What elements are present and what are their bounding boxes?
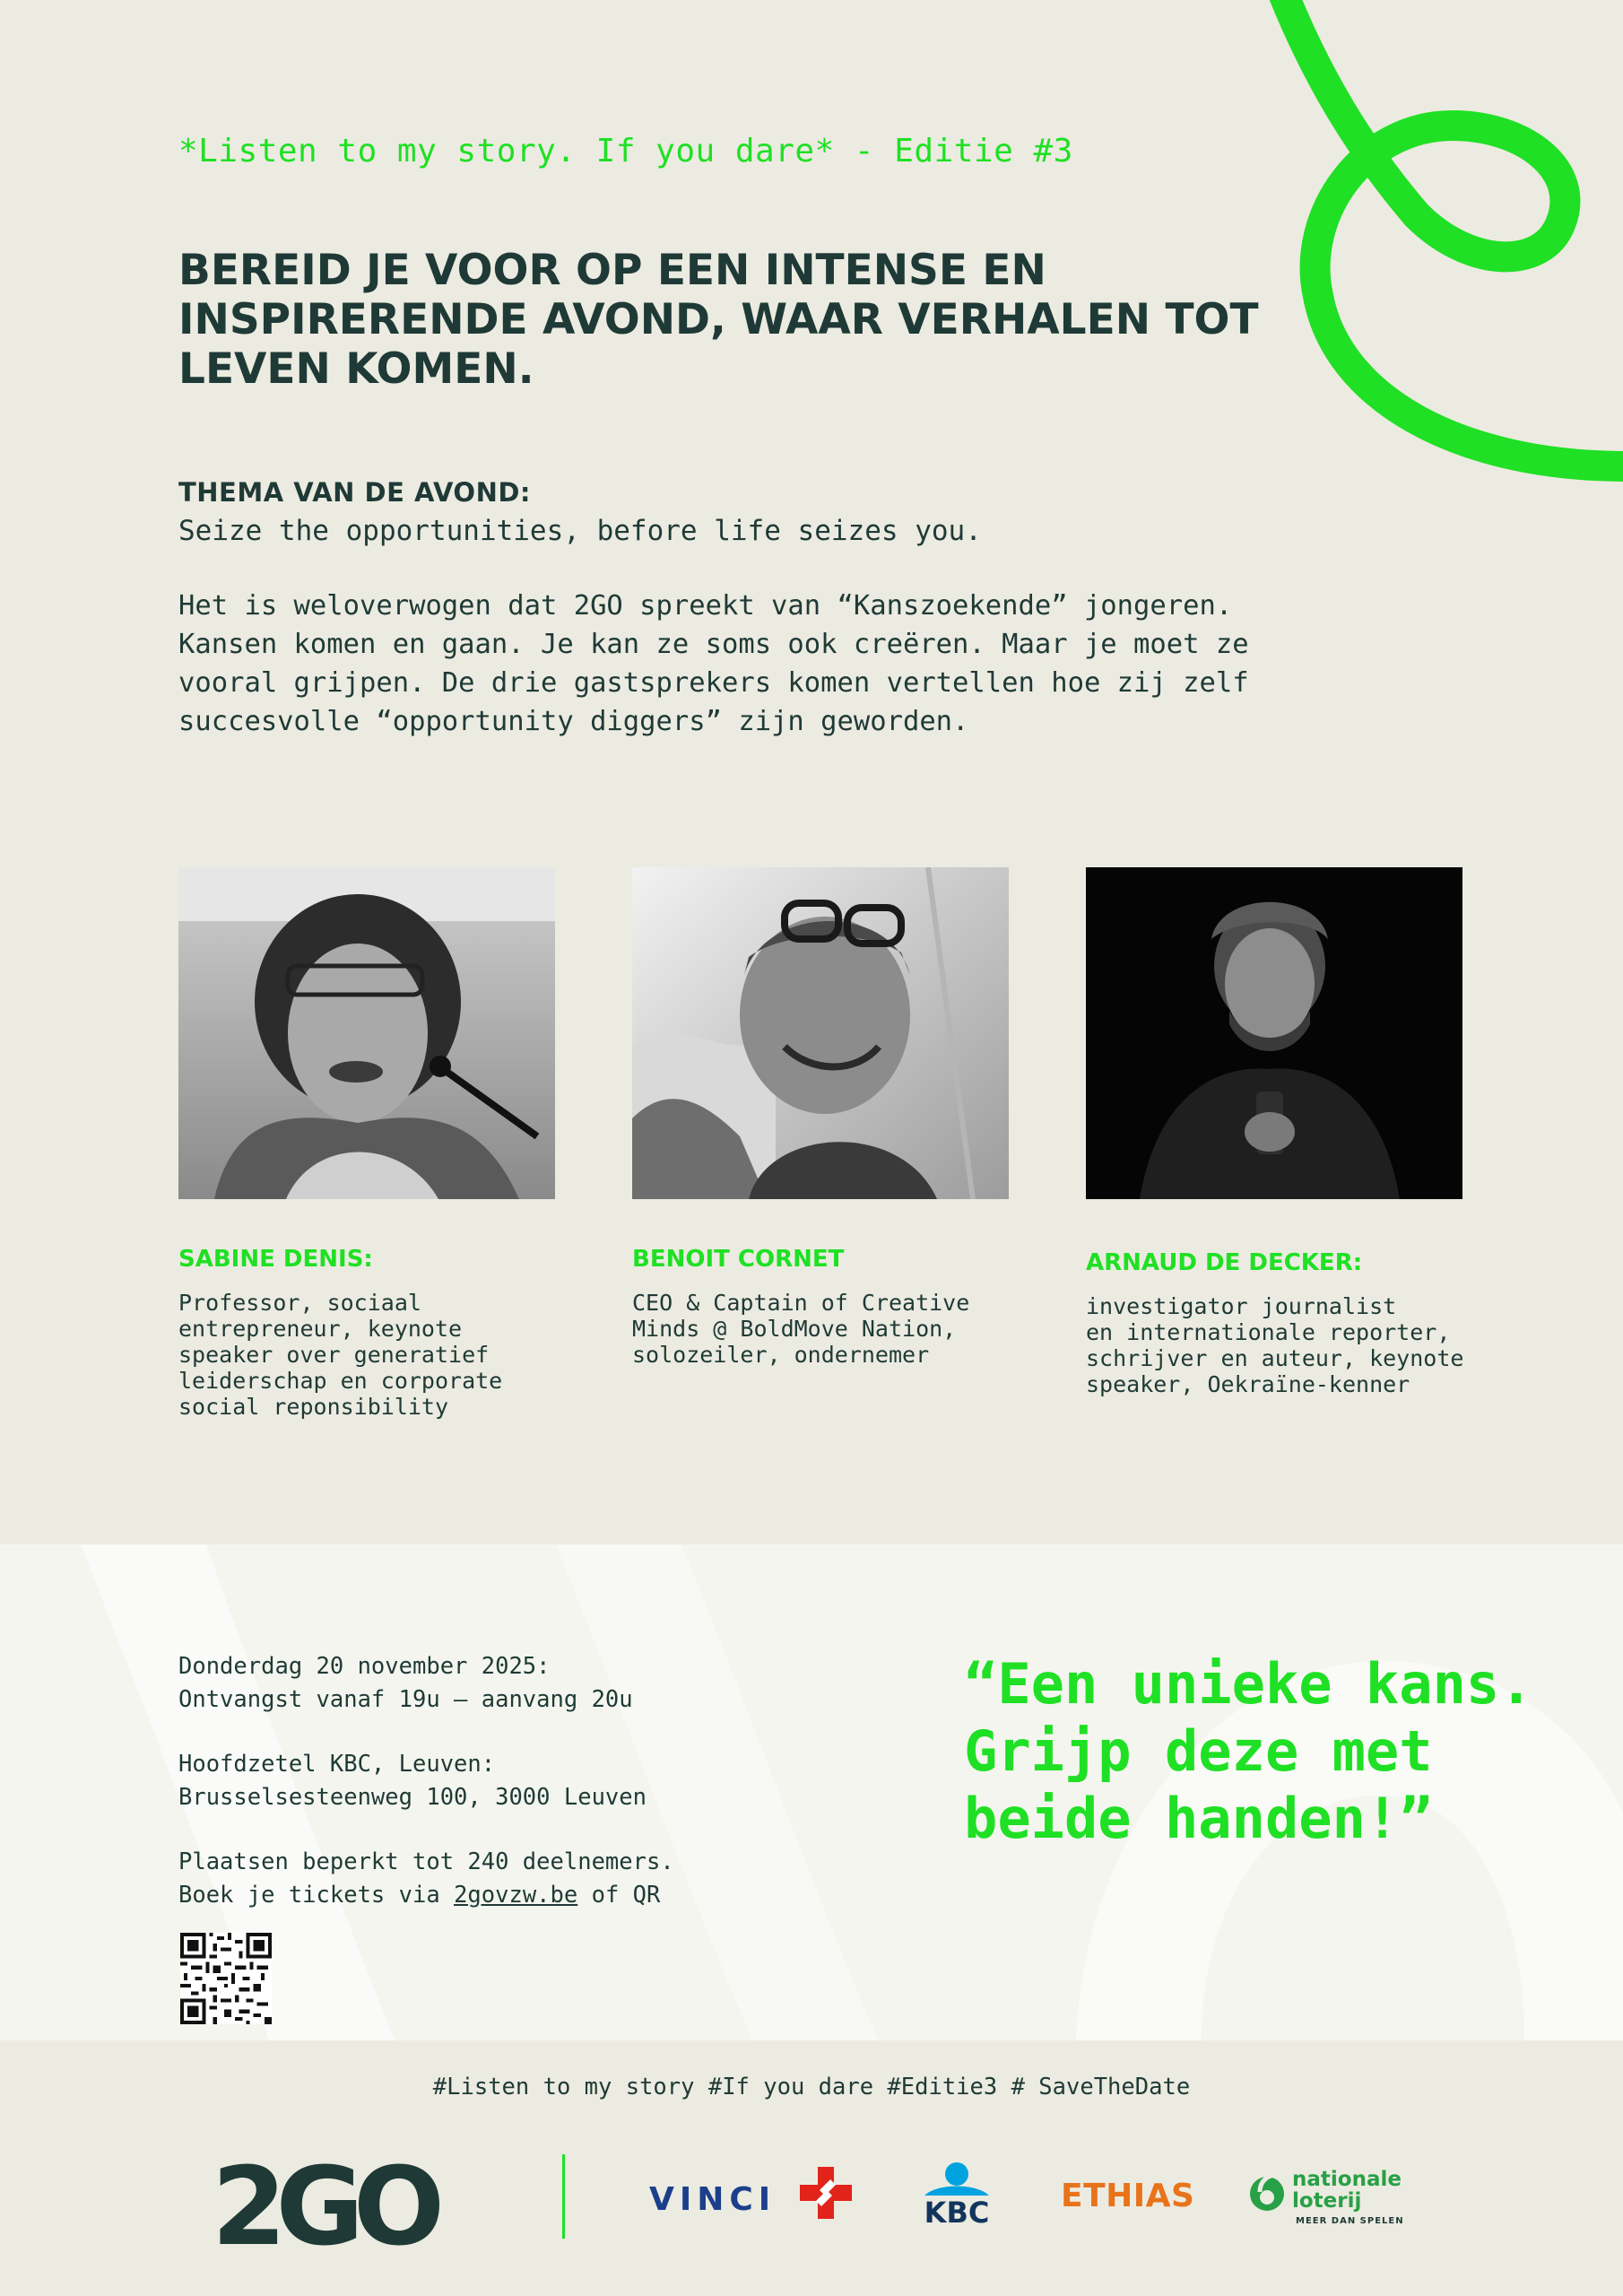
tickets-link[interactable]: 2govzw.be <box>454 1882 578 1909</box>
event-kicker: *Listen to my story. If you dare* - Editie #3 <box>178 133 1073 170</box>
tickets-prefix: Boek je tickets via <box>178 1882 440 1909</box>
kbc-logo[interactable]: KBC <box>924 2196 990 2230</box>
tickets-line <box>178 1879 660 1912</box>
nationale-loterij-logo[interactable] <box>1292 2169 1402 2212</box>
theme-label: THEMA VAN DE AVOND: <box>178 477 532 508</box>
event-venue: Hoofdzetel KBC, Leuven: <box>178 1751 496 1778</box>
vinci-logo[interactable]: VINCI <box>649 2181 777 2218</box>
speaker-name-arnaud-de-decker: ARNAUD DE DECKER: <box>1086 1249 1363 1276</box>
speaker-photo-benoit-cornet <box>632 867 1009 1199</box>
qr-code-icon[interactable] <box>180 1933 272 2024</box>
2go-logo-text: 2GO <box>212 2154 435 2253</box>
loterij-line2: loterij <box>1292 2189 1362 2213</box>
nationale-loterij-mark-icon <box>1247 2170 1287 2213</box>
logo-separator <box>562 2154 565 2239</box>
tickets-suffix: of QR <box>591 1882 661 1909</box>
page-headline: BEREID JE VOOR OP EEN INTENSE EN INSPIRERENDE AVOND, WAAR VERHALEN TOT LEVEN KOMEN. <box>178 246 1259 394</box>
event-capacity: Plaatsen beperkt tot 240 deelnemers. <box>178 1848 674 1875</box>
event-time: Ontvangst vanaf 19u – aanvang 20u <box>178 1686 633 1713</box>
speaker-description-benoit-cornet: CEO & Captain of Creative Minds @ BoldMove Nation, solozeiler, ondernemer <box>632 1290 970 1368</box>
speaker-description-arnaud-de-decker: investigator journalist en internationale reporter, schrijver en auteur, keynote speaker, Oekraïne-kenner <box>1086 1293 1464 1397</box>
intro-paragraph: Het is weloverwogen dat 2GO spreekt van “Kanszoekende” jongeren. Kansen komen en gaan. Je kan ze soms ook creëren. Maar je moet ze vooral grijpen. De drie gastsprekers komen vertellen hoe zij zelf succesvolle “opportunity diggers” zijn geworden. <box>178 590 1249 737</box>
loterij-tagline: MEER DAN SPELEN <box>1296 2216 1404 2226</box>
event-address: Brusselsesteenweg 100, 3000 Leuven <box>178 1784 647 1811</box>
hashtags: #Listen to my story #If you dare #Editie3 # SaveTheDate <box>432 2074 1191 2100</box>
2go-logo[interactable] <box>212 2154 499 2253</box>
theme-text: Seize the opportunities, before life seizes you. <box>178 515 982 547</box>
speaker-name-benoit-cornet: BENOIT CORNET <box>632 1246 845 1273</box>
highlight-quote: “Een unieke kans. Grijp deze met beide handen!” <box>964 1651 1533 1851</box>
speaker-photo-sabine-denis <box>178 867 555 1199</box>
vinci-mark-icon <box>800 2167 852 2219</box>
speaker-photo-arnaud-de-decker <box>1086 867 1462 1199</box>
speaker-name-sabine-denis: SABINE DENIS: <box>178 1246 373 1273</box>
sponsor-logos <box>0 2135 1623 2260</box>
speaker-description-sabine-denis: Professor, sociaal entrepreneur, keynote speaker over generatief leiderschap en corporate social reponsibility <box>178 1290 503 1420</box>
event-date: Donderdag 20 november 2025: <box>178 1653 551 1680</box>
ethias-logo[interactable]: ETHIAS <box>1061 2178 1195 2214</box>
loterij-line1: nationale <box>1292 2168 1402 2191</box>
